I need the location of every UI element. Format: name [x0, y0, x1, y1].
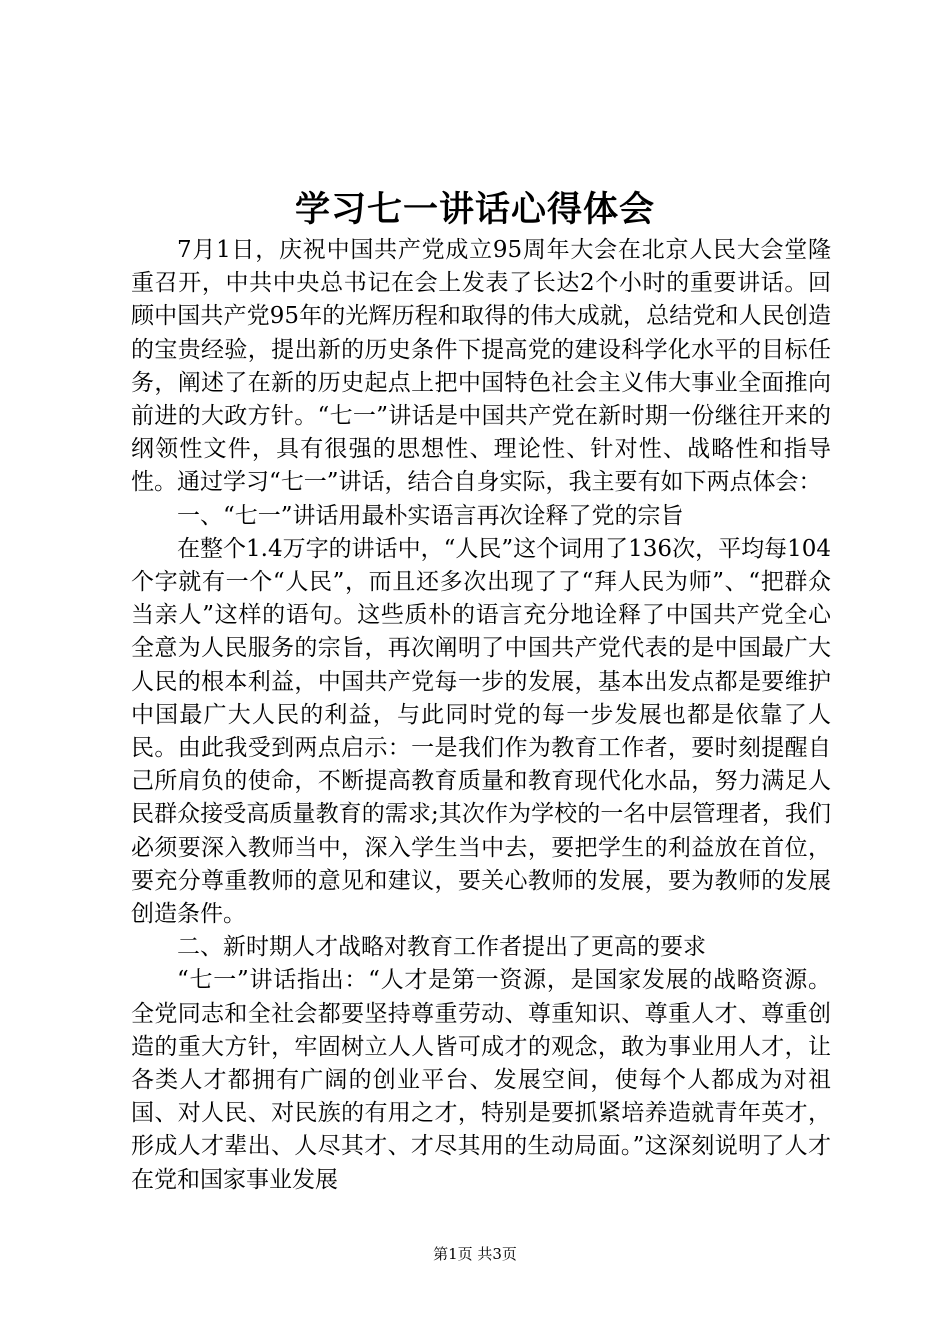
section-heading-2: 二、新时期人才战略对教育工作者提出了更高的要求: [177, 934, 706, 961]
section-2-paragraph: “七一”讲话指出：“人才是第一资源，是国家发展的战略资源。全党同志和全社会都要坚持尊重劳动、尊重知识、尊重人才、尊重创造的重大方针，牢固树立人人皆可成才的观念，敢为事业用人才，让各类人才都拥有广阔的创业平台、发展空间，使每个人都成为对祖国、对人民、对民族的有用之才，特别是要抓紧培养造就青年英才，形成人才辈出、人尽其才、才尽其用的生动局面。”这深刻说明了人才在党和国家事业发展: [131, 967, 831, 1193]
document-body: [131, 234, 831, 1197]
section-heading-1: 一、“七一”讲话用最朴实语言再次诠释了党的宗旨: [177, 502, 684, 529]
intro-paragraph: 7月1日，庆祝中国共产党成立95周年大会在北京人民大会堂隆重召开，中共中央总书记在会上发表了长达2个小时的重要讲话。回顾中国共产党95年的光辉历程和取得的伟大成就，总结党和人民创造的宝贵经验，提出新的历史条件下提高党的建设科学化水平的目标任务，阐述了在新的历史起点上把中国特色社会主义伟大事业全面推向前进的大政方针。“七一”讲话是中国共产党在新时期一份继往开来的纲领性文件，具有很强的思想性、理论性、针对性、战略性和指导性。通过学习“七一”讲话，结合自身实际，我主要有如下两点体会：: [131, 237, 831, 496]
section-1-paragraph: 在整个1.4万字的讲话中，“人民”这个词用了136次，平均每104个字就有一个“人民”，而且还多次出现了了“拜人民为师”、“把群众当亲人”这样的语句。这些质朴的语言充分地诠释了中国共产党全心全意为人民服务的宗旨，再次阐明了中国共产党代表的是中国最广大人民的根本利益，中国共产党每一步的发展，基本出发点都是要维护中国最广大人民的利益，与此同时党的每一步发展也都是依靠了人民。由此我受到两点启示：一是我们作为教育工作者，要时刻提醒自己所肩负的使命，不断提高教育质量和教育现代化水品，努力满足人民群众接受高质量教育的需求;其次作为学校的一名中层管理者，我们必须要深入教师当中，深入学生当中去，要把学生的利益放在首位，要充分尊重教师的意见和建议，要关心教师的发展，要为教师的发展创造条件。: [131, 535, 831, 928]
document-title: 学习七一讲话心得体会: [294, 189, 655, 230]
page-footer: 第1页 共3页: [433, 1245, 517, 1263]
